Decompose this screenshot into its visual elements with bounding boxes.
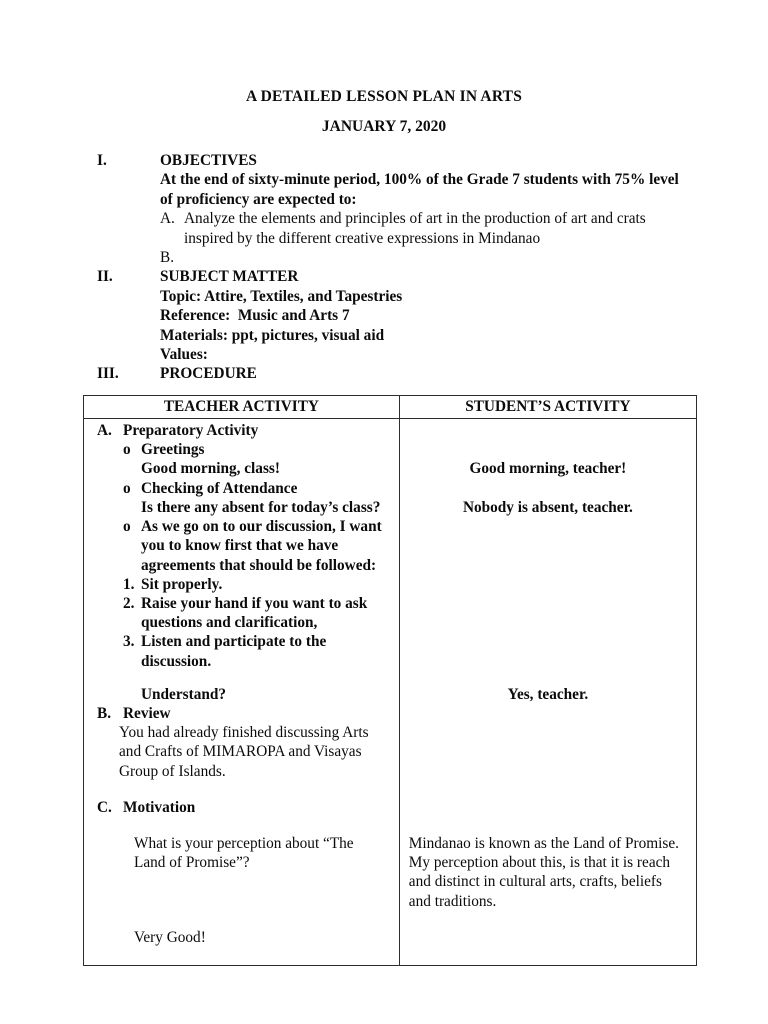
objectives-numeral: I. bbox=[97, 152, 107, 169]
procedure-numeral: III. bbox=[97, 365, 119, 383]
very-good-line: Very Good! bbox=[134, 928, 206, 946]
student-activity-header: STUDENT’S ACTIVITY bbox=[465, 397, 631, 415]
row-motivation-heading bbox=[84, 798, 696, 817]
rule-3-text: Listen and participate to the discussion. bbox=[141, 633, 327, 670]
objective-item-a-label: A. bbox=[160, 210, 175, 228]
row-greetings-exchange bbox=[84, 459, 696, 478]
document-body bbox=[0, 136, 768, 384]
row-very-good bbox=[84, 928, 696, 947]
review-label: Review bbox=[123, 704, 171, 722]
spacer-row bbox=[84, 781, 696, 798]
subject-matter-body bbox=[160, 267, 694, 364]
row-motivation-exchange bbox=[84, 834, 696, 911]
spacer-row bbox=[84, 817, 696, 834]
objectives-heading: OBJECTIVES bbox=[160, 152, 257, 169]
preparatory-activity-label: Preparatory Activity bbox=[123, 422, 259, 440]
understand-response: Yes, teacher. bbox=[507, 685, 589, 703]
subject-matter-heading: SUBJECT MATTER bbox=[160, 268, 299, 286]
row-rule-1 bbox=[84, 575, 696, 594]
row-attendance-exchange bbox=[84, 498, 696, 517]
attendance-question: Is there any absent for today’s class? bbox=[141, 498, 381, 516]
subject-matter-values: Values: bbox=[160, 346, 208, 364]
understand-question: Understand? bbox=[141, 685, 226, 703]
item-marker: B. bbox=[97, 704, 112, 722]
greetings-label: Greetings bbox=[141, 441, 205, 459]
spacer-row bbox=[84, 671, 696, 685]
subject-matter-numeral: II. bbox=[97, 268, 113, 286]
review-paragraph: You had already finished discussing Arts and Crafts of MIMAROPA and Visayas Group of Islands. bbox=[119, 724, 369, 780]
subject-matter-reference: Reference: Music and Arts 7 bbox=[160, 307, 350, 325]
row-review-text bbox=[84, 723, 696, 781]
row-review-heading bbox=[84, 704, 696, 723]
row-attendance bbox=[84, 479, 696, 498]
teacher-activity-header: TEACHER ACTIVITY bbox=[84, 396, 400, 418]
rule-2-text: Raise your hand if you want to ask questions and clarification, bbox=[141, 594, 368, 632]
spacer-row bbox=[84, 911, 696, 928]
row-greetings bbox=[84, 440, 696, 459]
objective-item-b bbox=[160, 248, 694, 267]
objectives-body bbox=[160, 151, 694, 267]
section-procedure bbox=[97, 364, 694, 383]
item-marker: C. bbox=[97, 798, 112, 816]
objectives-intro: At the end of sixty-minute period, 100% of the Grade 7 students with 75% level of proficiency are expected to: bbox=[160, 171, 679, 208]
item-marker: A. bbox=[97, 422, 112, 440]
rule-1-text: Sit properly. bbox=[141, 575, 223, 593]
number-marker: 2. bbox=[123, 594, 135, 612]
procedure-body bbox=[160, 364, 694, 383]
section-subject-matter bbox=[97, 267, 694, 364]
subject-matter-topic: Topic: Attire, Textiles, and Tapestries bbox=[160, 287, 403, 305]
subject-matter-materials: Materials: ppt, pictures, visual aid bbox=[160, 326, 385, 344]
section-objectives bbox=[97, 151, 694, 267]
agreements-intro-text: As we go on to our discussion, I want you to know first that we have agreements that should be followed: bbox=[141, 518, 382, 574]
number-marker: 1. bbox=[123, 575, 135, 593]
motivation-response: Mindanao is known as the Land of Promise. My perception about this, is that it is reach and distinct in cultural arts, crafts, beliefs and traditions. bbox=[408, 834, 679, 910]
row-preparatory-activity bbox=[84, 419, 696, 440]
row-understand-exchange bbox=[84, 685, 696, 704]
attendance-response: Nobody is absent, teacher. bbox=[462, 498, 633, 516]
motivation-label: Motivation bbox=[123, 798, 196, 816]
document-date: JANUARY 7, 2020 bbox=[321, 118, 447, 135]
row-rule-3 bbox=[84, 632, 696, 670]
student-greeting-response: Good morning, teacher! bbox=[469, 460, 627, 478]
bullet-marker: o bbox=[123, 441, 131, 459]
objective-item-a-text: Analyze the elements and principles of art in the production of art and crats inspired by the different creative expressions in Mindanao bbox=[184, 210, 646, 247]
row-rule-2 bbox=[84, 594, 696, 632]
table-bottom-padding bbox=[84, 947, 696, 965]
objective-item-a bbox=[160, 209, 694, 248]
procedure-table bbox=[83, 395, 697, 966]
motivation-question: What is your perception about “The Land of Promise”? bbox=[134, 834, 354, 872]
attendance-label: Checking of Attendance bbox=[141, 479, 298, 497]
procedure-heading: PROCEDURE bbox=[160, 365, 257, 383]
document-title: A DETAILED LESSON PLAN IN ARTS bbox=[245, 88, 523, 105]
objective-item-b-label: B. bbox=[160, 249, 175, 267]
table-header-row bbox=[84, 396, 696, 419]
number-marker: 3. bbox=[123, 633, 135, 651]
teacher-greeting-line: Good morning, class! bbox=[141, 460, 280, 478]
bullet-marker: o bbox=[123, 479, 131, 497]
row-agreements-intro bbox=[84, 517, 696, 575]
bullet-marker: o bbox=[123, 518, 131, 536]
